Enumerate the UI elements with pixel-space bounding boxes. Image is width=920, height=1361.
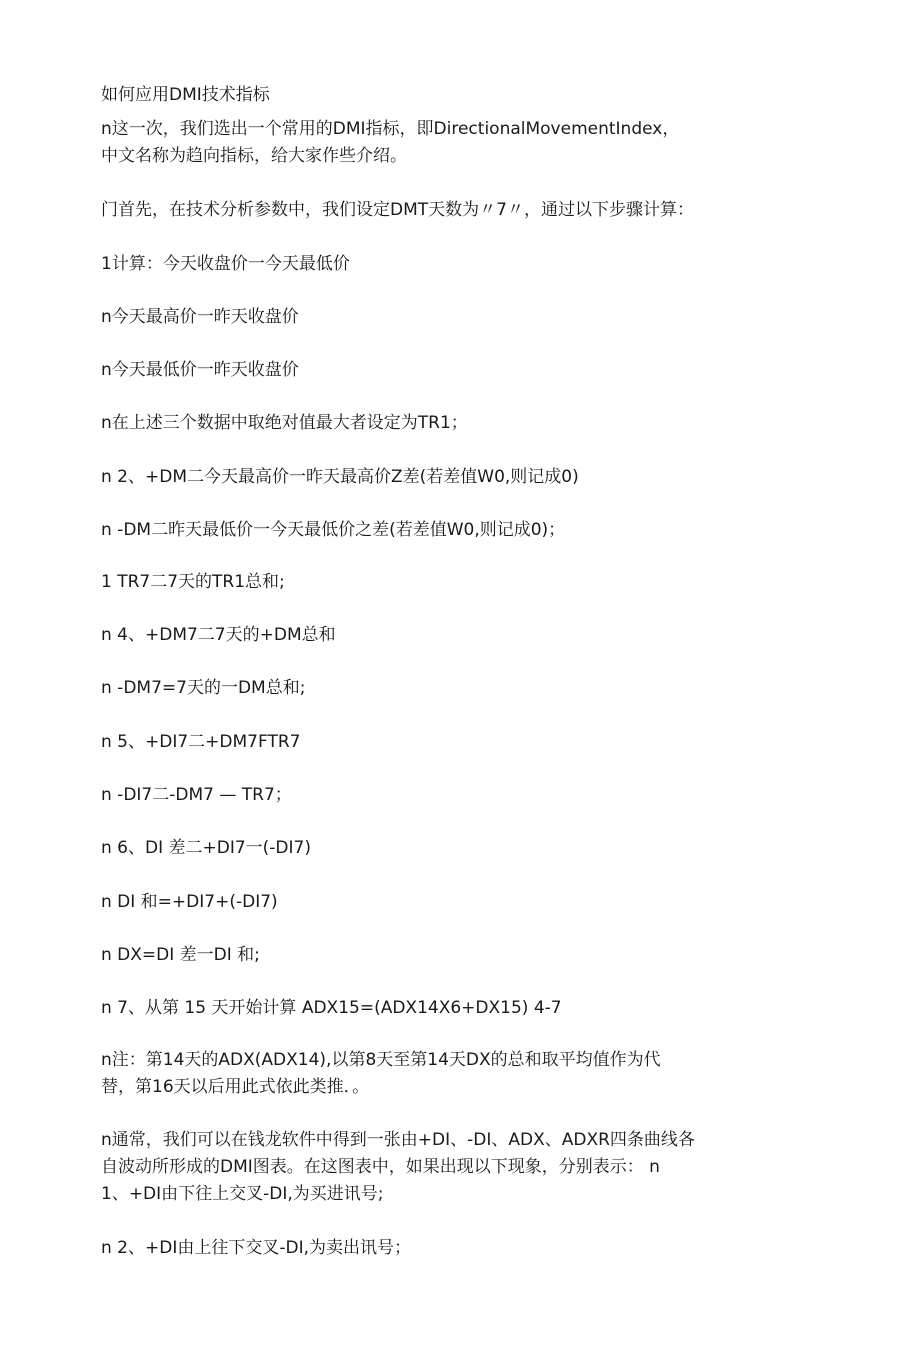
step-line: n 5、+DI7二+DM7FTR7 [101,732,301,752]
step-line: n DI 和=+DI7+(-DI7) [101,892,278,912]
step-line: n 2、+DM二今天最高价一昨天最高价Z差(若差值W0,则记成0) [101,467,579,487]
paragraph-line: n这一次，我们选出一个常用的DMI指标，即DirectionalMovementIndex， [101,119,680,139]
step-line: n今天最高价一昨天收盘价 [101,307,299,327]
step-line: n 7、从第 15 天开始计算 ADX15=(ADX14X6+DX15) 4-7 [101,998,562,1018]
paragraph-line: 中文名称为趋向指标，给大家作些介绍。 [101,146,407,166]
step-line: 1 TR7二7天的TR1总和; [101,572,285,592]
step-line: 1计算：今天收盘价一今天最低价 [101,254,350,274]
step-line: n今天最低价一昨天收盘价 [101,360,299,380]
document-title: 如何应用DMI技术指标 [101,85,270,105]
step-line: n -DI7二-DM7 — TR7； [101,785,292,805]
paragraph-line: 自波动所形成的DMI图表。在这图表中，如果出现以下现象，分别表示： n [101,1157,660,1177]
paragraph-line: 门首先，在技术分析参数中，我们设定DMT天数为〃7〃，通过以下步骤计算： [101,200,694,220]
paragraph-line: n通常，我们可以在钱龙软件中得到一张由+DI、-DI、ADX、ADXR四条曲线各 [101,1130,695,1150]
step-line: n 6、DI 差二+DI7一(-DI7) [101,838,311,858]
note-line: 替，第16天以后用此式依此类推．。 [101,1077,370,1097]
paragraph-line: n 2、+DI由上往下交叉-DI,为卖出讯号； [101,1238,411,1258]
note-line: n注：第14天的ADX(ADX14),以第8天至第14天DX的总和取平均值作为代 [101,1050,661,1070]
paragraph-line: 1、+DI由下往上交叉-DI,为买进讯号; [101,1184,384,1204]
step-line: n在上述三个数据中取绝对值最大者设定为TR1； [101,413,468,433]
step-line: n -DM二昨天最低价一今天最低价之差(若差值W0,则记成0)； [101,520,566,540]
step-line: n DX=DI 差一DI 和; [101,945,260,965]
step-line: n 4、+DM7二7天的+DM总和 [101,625,336,645]
step-line: n -DM7=7天的一DM总和; [101,678,306,698]
